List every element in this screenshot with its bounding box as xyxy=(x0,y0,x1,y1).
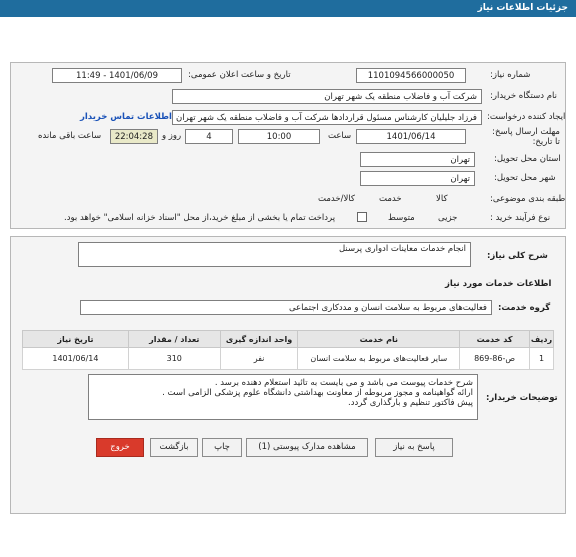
days-label: روز و xyxy=(162,131,182,141)
col-quantity: تعداد / مقدار xyxy=(128,331,220,348)
deadline-label-text: مهلت ارسال پاسخ: تا تاریخ: xyxy=(492,127,560,147)
remaining-time-field: 22:04:28 xyxy=(110,129,158,144)
buyer-notes-line: پیش فاکتور تنظیم و بارگذاری گردد. xyxy=(348,398,473,408)
reply-button[interactable]: پاسخ به نیاز xyxy=(375,438,453,457)
province-field: تهران xyxy=(360,152,475,167)
city-label: شهر محل تحویل: xyxy=(494,173,556,183)
need-number-label: شماره نیاز: xyxy=(490,70,531,80)
cell-need-date: 1401/06/14 xyxy=(23,348,129,370)
col-service-name: نام خدمت xyxy=(298,331,460,348)
treasury-payment-note: پرداخت تمام یا بخشی از مبلغ خرید،از محل "اسناد خزانه اسلامی" خواهد بود. xyxy=(64,213,336,223)
creator-field: فرزاد جلیلیان کارشناس مسئول قراردادها شرکت آب و فاضلاب منطقه یک شهر تهران xyxy=(172,110,482,125)
province-label: استان محل تحویل: xyxy=(494,154,561,164)
services-table xyxy=(22,330,554,370)
cell-unit: نفر xyxy=(220,348,298,370)
deadline-date-field: 1401/06/14 xyxy=(356,129,466,144)
category-goods-label: کالا xyxy=(436,194,448,204)
service-group-label: گروه خدمت: xyxy=(498,303,551,313)
deadline-label xyxy=(490,127,560,147)
cell-row: 1 xyxy=(530,348,554,370)
need-info-panel xyxy=(10,62,566,229)
service-group-field: فعالیت‌های مربوط به سلامت انسان و مددکاری اجتماعی xyxy=(80,300,492,315)
page-title: جزئیات اطلاعات نیاز xyxy=(0,0,576,17)
print-button[interactable]: چاپ xyxy=(202,438,242,457)
attachments-button[interactable]: مشاهده مدارک پیوستی (1) xyxy=(246,438,368,457)
col-service-code: کد خدمت xyxy=(460,331,530,348)
deadline-time-field: 10:00 xyxy=(238,129,320,144)
col-row: ردیف xyxy=(530,331,554,348)
buyer-field: شرکت آب و فاضلاب منطقه یک شهر تهران xyxy=(172,89,482,104)
cell-quantity: 310 xyxy=(128,348,220,370)
buyer-notes-box xyxy=(88,374,478,420)
summary-label: شرح کلی نیاز: xyxy=(487,251,548,261)
announce-label: تاریخ و ساعت اعلان عمومی: xyxy=(188,70,291,80)
category-service-label: خدمت xyxy=(379,194,402,204)
buyer-label: نام دستگاه خریدار: xyxy=(490,91,557,101)
table-header-row xyxy=(23,331,554,348)
purchase-type-label: نوع فرآیند خرید : xyxy=(490,213,551,223)
back-button[interactable]: بازگشت xyxy=(150,438,198,457)
buyer-notes-line: ارائه گواهینامه و مجوز مربوطه از معاونت بهداشتی دانشگاه علوم پزشکی الزامی است . xyxy=(162,388,473,398)
purchase-minor-label: جزیی xyxy=(438,213,458,223)
exit-button[interactable]: خروج xyxy=(96,438,144,457)
summary-field: انجام خدمات معاینات ادواری پرسنل xyxy=(78,242,471,267)
table-row xyxy=(23,348,554,370)
city-field: تهران xyxy=(360,171,475,186)
col-need-date: تاریخ نیاز xyxy=(23,331,129,348)
buyer-notes-line: شرح خدمات پیوست می باشد و می بایست به تائید استعلام دهنده برسد . xyxy=(214,378,473,388)
col-unit: واحد اندازه گیری xyxy=(220,331,298,348)
buyer-notes-label: توضیحات خریدار: xyxy=(486,393,558,403)
remaining-label: ساعت باقی مانده xyxy=(38,131,102,141)
days-field: 4 xyxy=(185,129,233,144)
creator-label: ایجاد کننده درخواست: xyxy=(487,112,566,122)
buyer-contact-link[interactable]: اطلاعات تماس خریدار xyxy=(80,112,172,122)
cell-service-code: ص-86-869 xyxy=(460,348,530,370)
purchase-medium-label: متوسط xyxy=(388,213,415,223)
need-number-field: 1101094566000050 xyxy=(356,68,466,83)
category-label: طبقه بندی موضوعی: xyxy=(490,194,566,204)
deadline-time-label: ساعت xyxy=(328,131,352,141)
category-goods-service-label: کالا/خدمت xyxy=(318,194,355,204)
announce-field: 1401/06/09 - 11:49 xyxy=(52,68,182,83)
cell-service-name: سایر فعالیت‌های مربوط به سلامت انسان xyxy=(298,348,460,370)
services-section-title: اطلاعات خدمات مورد نیاز xyxy=(445,279,552,289)
treasury-payment-checkbox[interactable] xyxy=(357,212,367,222)
